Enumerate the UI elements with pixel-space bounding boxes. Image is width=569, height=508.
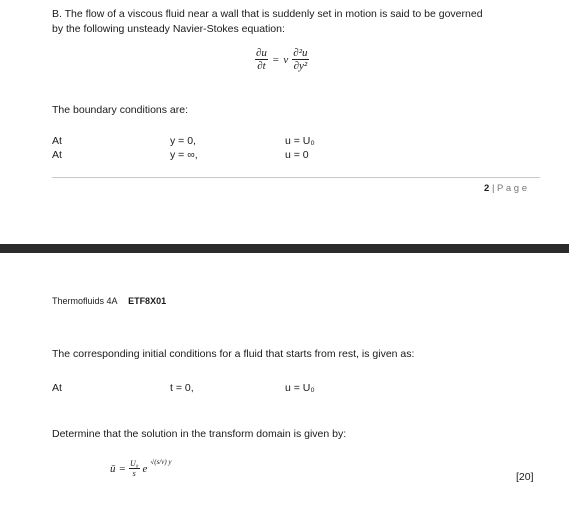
condition-1-u: u = U₀ bbox=[285, 135, 315, 147]
lhs-fraction bbox=[255, 47, 268, 72]
lhs-numerator: ∂u bbox=[256, 47, 267, 59]
page-separator: | bbox=[491, 183, 498, 194]
page-label: P a g e bbox=[497, 183, 527, 194]
rhs-numerator: ∂²u bbox=[293, 47, 308, 59]
u-bar: ū bbox=[110, 462, 116, 475]
condition-2-u: u = 0 bbox=[285, 149, 309, 161]
initial-u: u = U₀ bbox=[285, 382, 315, 394]
equals-sign: = bbox=[271, 53, 280, 66]
transform-solution bbox=[110, 459, 172, 478]
page-footer bbox=[484, 182, 527, 196]
page-header bbox=[52, 294, 166, 308]
page-number: 2 bbox=[484, 183, 490, 194]
solution-equals: = bbox=[118, 462, 126, 475]
boundary-heading: The boundary conditions are: bbox=[52, 104, 189, 116]
page-divider bbox=[0, 244, 569, 253]
footer-rule bbox=[52, 177, 540, 178]
question-line-2: by the following unsteady Navier-Stokes equation: bbox=[52, 23, 285, 35]
solution-numerator: U₀ bbox=[129, 459, 139, 468]
marks: [20] bbox=[516, 471, 534, 483]
navier-stokes-equation bbox=[255, 47, 309, 72]
initial-t: t = 0, bbox=[170, 382, 194, 394]
condition-1-y: y = 0, bbox=[170, 135, 196, 147]
exponent: √(s/ν) y bbox=[150, 457, 172, 466]
condition-2-y: y = ∞, bbox=[170, 149, 198, 161]
determine-text: Determine that the solution in the transform domain is given by: bbox=[52, 428, 347, 440]
rhs-fraction bbox=[292, 47, 308, 72]
solution-fraction bbox=[129, 459, 140, 478]
viscosity-symbol: ν bbox=[283, 53, 289, 66]
rhs-denominator: ∂y² bbox=[293, 60, 308, 72]
course-code: ETF8X01 bbox=[128, 296, 167, 306]
initial-conditions-text: The corresponding initial conditions for a fluid that starts from rest, is given as: bbox=[52, 348, 415, 360]
condition-2-at: At bbox=[52, 149, 62, 161]
lhs-denominator: ∂t bbox=[257, 60, 266, 72]
solution-denominator: s bbox=[132, 469, 136, 478]
condition-1-at: At bbox=[52, 135, 62, 147]
question-line-1: B. The flow of a viscous fluid near a wall that is suddenly set in motion is said to be governed bbox=[52, 8, 483, 20]
initial-at: At bbox=[52, 382, 62, 394]
course-name: Thermofluids 4A bbox=[52, 296, 118, 306]
exponential-base: e bbox=[142, 462, 148, 475]
